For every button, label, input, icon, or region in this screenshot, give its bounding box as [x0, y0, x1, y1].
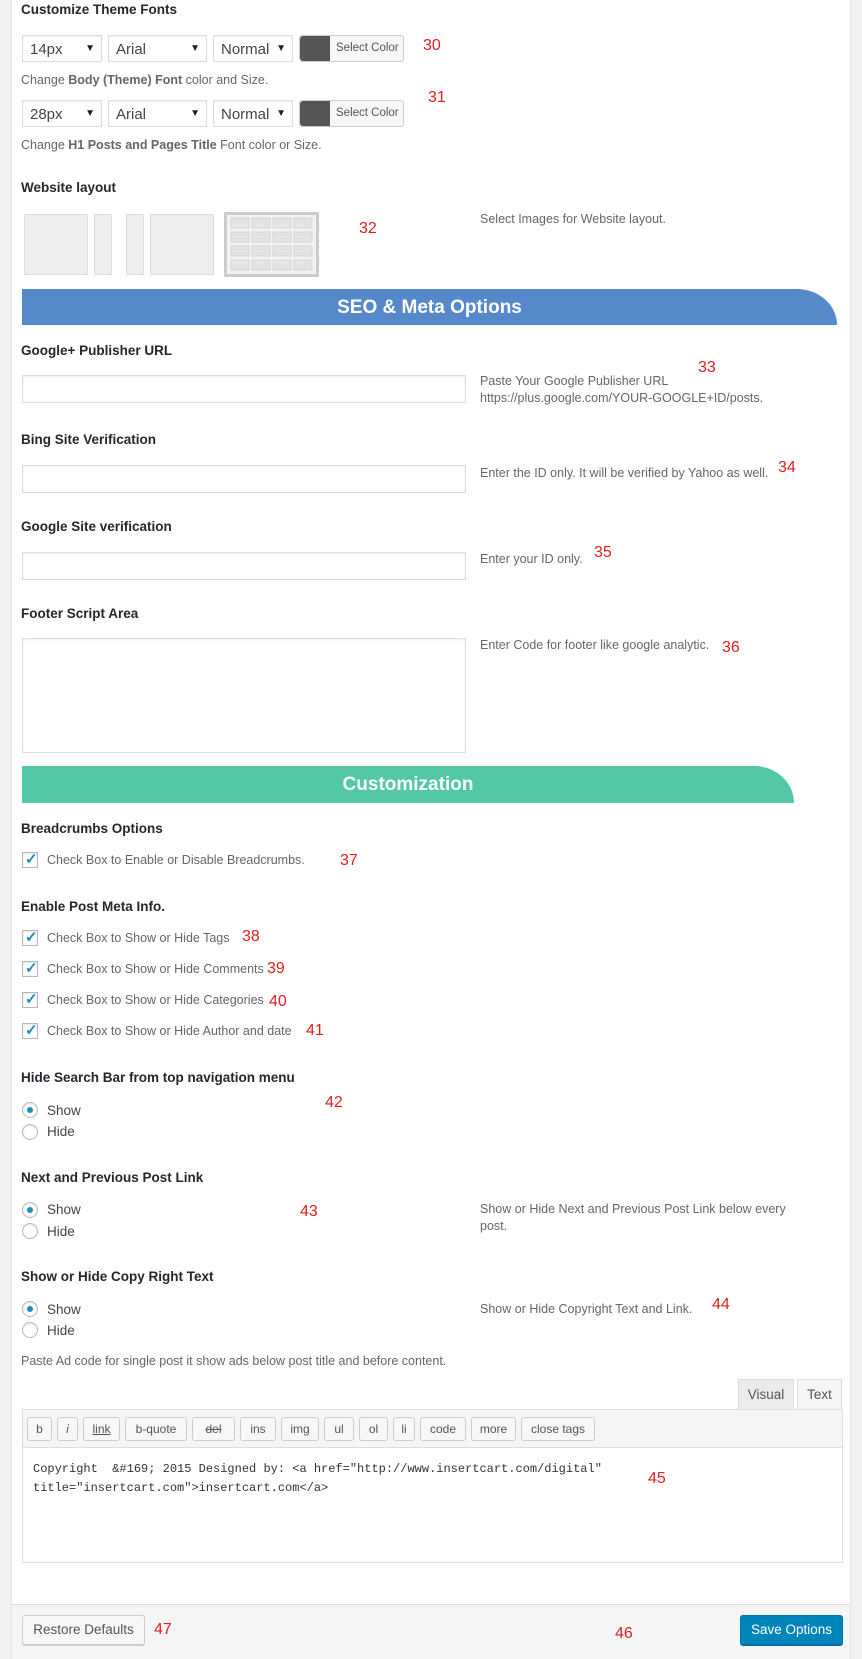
- copyright-show-radio[interactable]: [22, 1301, 38, 1317]
- nextprev-show-radio[interactable]: [22, 1202, 38, 1218]
- qt-ins-button[interactable]: ins: [240, 1417, 276, 1441]
- qt-italic-button[interactable]: i: [57, 1417, 78, 1441]
- comments-checkbox-label: Check Box to Show or Hide Comments: [47, 962, 264, 976]
- note-35: 35: [594, 544, 612, 561]
- save-options-button[interactable]: Save Options: [740, 1615, 843, 1645]
- footer-script-textarea[interactable]: [22, 638, 466, 753]
- searchbar-hide-label: Hide: [47, 1124, 75, 1139]
- note-45: 45: [648, 1470, 666, 1487]
- tab-visual[interactable]: Visual: [738, 1379, 794, 1409]
- qt-code-button[interactable]: code: [420, 1417, 466, 1441]
- google-verification-label: Google Site verification: [21, 519, 172, 534]
- chevron-down-icon: ▼: [276, 108, 286, 119]
- nextprev-hide-label: Hide: [47, 1224, 75, 1239]
- body-font-help: Change Body (Theme) Font color and Size.: [21, 73, 269, 87]
- categories-checkbox[interactable]: [22, 992, 38, 1008]
- bing-label: Bing Site Verification: [21, 432, 157, 447]
- chevron-down-icon: ▼: [85, 108, 95, 119]
- categories-checkbox-label: Check Box to Show or Hide Categories: [47, 993, 264, 1007]
- copyright-show-label: Show: [47, 1302, 81, 1317]
- layout-left-sidebar-option[interactable]: [124, 212, 216, 277]
- note-38: 38: [242, 928, 260, 945]
- tags-checkbox-label: Check Box to Show or Hide Tags: [47, 931, 230, 945]
- qt-close-tags-button[interactable]: close tags: [521, 1417, 595, 1441]
- h1-font-help: Change H1 Posts and Pages Title Font color or Size.: [21, 138, 322, 152]
- qt-more-button[interactable]: more: [471, 1417, 516, 1441]
- ad-code-editor: [22, 1409, 843, 1563]
- searchbar-hide-radio[interactable]: [22, 1124, 38, 1140]
- qt-ul-button[interactable]: ul: [324, 1417, 354, 1441]
- layout-right-sidebar-option[interactable]: [22, 212, 114, 277]
- note-33: 33: [698, 359, 716, 376]
- gplus-help: Paste Your Google Publisher URL https://plus.google.com/YOUR-GOOGLE+ID/posts.: [480, 374, 764, 405]
- h1-font-weight-select[interactable]: Normal ▼: [213, 100, 293, 127]
- layout-title: Website layout: [21, 180, 117, 195]
- note-37: 37: [340, 852, 358, 869]
- ad-code-textarea[interactable]: Copyright &#169; 2015 Designed by: <a href="http://www.insertcart.com/digital" title="insertcart.com">insertcart.com</a>: [33, 1462, 602, 1495]
- note-32: 32: [359, 220, 377, 237]
- options-panel: [11, 0, 851, 1659]
- fonts-title: Customize Theme Fonts: [21, 2, 178, 17]
- checkmark-icon: ✓: [25, 851, 38, 868]
- copyright-hide-radio[interactable]: [22, 1322, 38, 1338]
- google-verification-input[interactable]: [22, 552, 466, 580]
- h1-select-color-button[interactable]: Select Color: [299, 100, 404, 127]
- note-30: 30: [423, 37, 441, 54]
- body-font-weight-select[interactable]: Normal ▼: [213, 35, 293, 62]
- breadcrumbs-checkbox-label: Check Box to Enable or Disable Breadcrumbs.: [47, 853, 305, 867]
- searchbar-show-label: Show: [47, 1103, 81, 1118]
- google-verification-help: Enter your ID only.: [480, 552, 583, 566]
- note-43: 43: [300, 1203, 318, 1220]
- note-40: 40: [269, 993, 287, 1010]
- qt-ol-button[interactable]: ol: [359, 1417, 388, 1441]
- body-font-family-select[interactable]: Arial ▼: [108, 35, 207, 62]
- chevron-down-icon: ▼: [276, 43, 286, 54]
- checkmark-icon: ✓: [25, 960, 38, 977]
- copyright-hide-label: Hide: [47, 1323, 75, 1338]
- ad-code-help: Paste Ad code for single post it show ads below post title and before content.: [21, 1354, 447, 1368]
- customization-banner: Customization: [22, 766, 794, 803]
- note-34: 34: [778, 459, 796, 476]
- qt-del-button[interactable]: del: [192, 1417, 235, 1441]
- nextprev-label: Next and Previous Post Link: [21, 1170, 204, 1185]
- checkmark-icon: ✓: [25, 929, 38, 946]
- chevron-down-icon: ▼: [190, 43, 200, 54]
- restore-defaults-button[interactable]: Restore Defaults: [22, 1615, 145, 1645]
- nextprev-help: Show or Hide Next and Previous Post Link below every post.: [480, 1202, 786, 1233]
- checkmark-icon: ✓: [25, 991, 38, 1008]
- author-date-checkbox[interactable]: [22, 1023, 38, 1039]
- qt-li-button[interactable]: li: [393, 1417, 415, 1441]
- h1-font-size-select[interactable]: 28px ▼: [22, 100, 102, 127]
- tab-text[interactable]: Text: [797, 1379, 842, 1410]
- breadcrumbs-checkbox[interactable]: [22, 852, 38, 868]
- note-36: 36: [722, 639, 740, 656]
- copyright-label: Show or Hide Copy Right Text: [21, 1269, 214, 1284]
- body-font-size-select[interactable]: 14px ▼: [22, 35, 102, 62]
- searchbar-show-radio[interactable]: [22, 1102, 38, 1118]
- footer-script-help: Enter Code for footer like google analytic.: [480, 638, 710, 652]
- layout-help: Select Images for Website layout.: [480, 212, 666, 226]
- tags-checkbox[interactable]: [22, 930, 38, 946]
- nextprev-hide-radio[interactable]: [22, 1223, 38, 1239]
- author-date-checkbox-label: Check Box to Show or Hide Author and date: [47, 1024, 292, 1038]
- bing-verification-input[interactable]: [22, 465, 466, 493]
- note-42: 42: [325, 1094, 343, 1111]
- chevron-down-icon: ▼: [85, 43, 95, 54]
- chevron-down-icon: ▼: [190, 108, 200, 119]
- searchbar-label: Hide Search Bar from top navigation menu: [21, 1070, 295, 1085]
- note-41: 41: [306, 1022, 324, 1039]
- qt-bold-button[interactable]: b: [27, 1417, 52, 1441]
- checkmark-icon: ✓: [25, 1022, 38, 1039]
- editor-toolbar: [23, 1410, 842, 1448]
- footer-script-label: Footer Script Area: [21, 606, 139, 621]
- gplus-label: Google+ Publisher URL: [21, 343, 173, 358]
- note-47: 47: [154, 1621, 172, 1638]
- qt-blockquote-button[interactable]: b-quote: [125, 1417, 187, 1441]
- layout-grid-option[interactable]: [224, 212, 319, 277]
- bing-help: Enter the ID only. It will be verified by Yahoo as well.: [480, 466, 769, 480]
- comments-checkbox[interactable]: [22, 961, 38, 977]
- qt-link-button[interactable]: link: [83, 1417, 120, 1441]
- color-swatch: [300, 36, 330, 61]
- note-44: 44: [712, 1296, 730, 1313]
- postmeta-label: Enable Post Meta Info.: [21, 899, 166, 914]
- options-footer: [12, 1604, 850, 1659]
- note-46: 46: [615, 1625, 633, 1642]
- nextprev-show-label: Show: [47, 1202, 81, 1217]
- seo-banner: SEO & Meta Options: [22, 289, 837, 325]
- body-select-color-button[interactable]: Select Color: [299, 35, 404, 62]
- gplus-url-input[interactable]: [22, 375, 466, 403]
- breadcrumbs-label: Breadcrumbs Options: [21, 821, 163, 836]
- note-39: 39: [267, 960, 285, 977]
- qt-img-button[interactable]: img: [281, 1417, 319, 1441]
- copyright-help: Show or Hide Copyright Text and Link.: [480, 1302, 693, 1316]
- h1-font-family-select[interactable]: Arial ▼: [108, 100, 207, 127]
- note-31: 31: [428, 89, 446, 106]
- color-swatch: [300, 101, 330, 126]
